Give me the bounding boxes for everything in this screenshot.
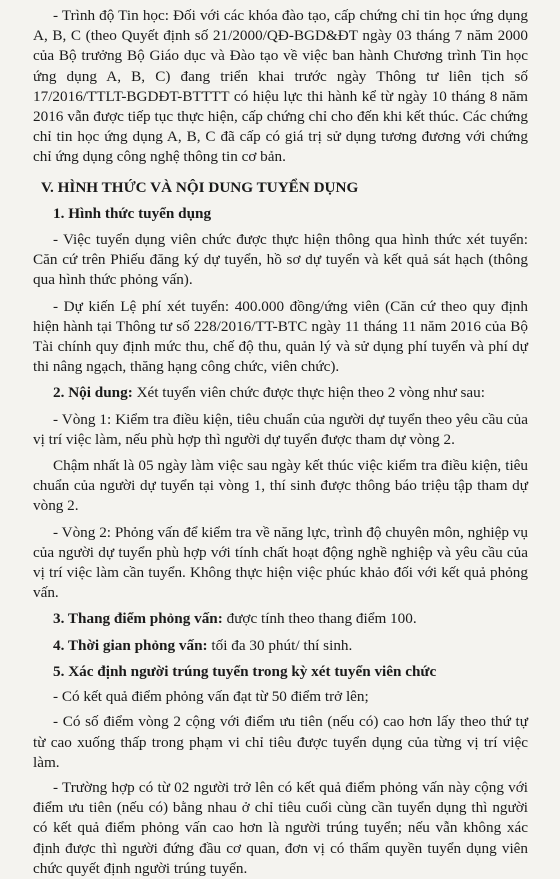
interview-time-label: 4. Thời gian phỏng vấn: [53,636,208,654]
score-scale-text: được tính theo thang điểm 100. [222,610,417,628]
paragraph-round-2: - Vòng 2: Phỏng vấn để kiểm tra về năng lực, trình độ chuyên môn, nghiệp vụ của người dự tuyển phù hợp với tính chất hoạt động nghề nghiệp và yêu cầu của vị trí việc làm cần tuyển. Không thực hiện việc phúc khảo đối với kết quả phỏng vấn. [33,523,528,602]
paragraph-it-qualification: - Trình độ Tin học: Đối với các khóa đào tạo, cấp chứng chỉ tin học ứng dụng A, B, C (theo Quyết định số 21/2000/QĐ-BGD&ĐT ngày 03 tháng 7 năm 2000 của Bộ trưởng Bộ Giáo dục và Đào tạo về việc ban hành Chương trình Tin học ứng dụng A, B, C) đang triển khai trước ngày Thông tư liên tịch số 17/2016/TTLT-BGDĐT-BTTTT có hiệu lực thi hành kể từ ngày 10 tháng 8 năm 2016 vẫn được tiếp tục thực hiện, cấp chứng chỉ cho đến khi kết thúc. Các chứng chỉ tin học ứng dụng A, B, C đã cấp có giá trị sử dụng tương đương với chứng chỉ ứng dụng công nghệ thông tin cơ bản. [33,7,528,166]
paragraph-min-score: - Có kết quả điểm phỏng vấn đạt từ 50 điểm trở lên; [53,688,369,706]
interview-time-text: tối đa 30 phút/ thí sinh. [207,636,353,654]
paragraph-ranking: - Có số điểm vòng 2 cộng với điểm ưu tiên (nếu có) cao hơn lấy theo thứ tự từ cao xuống thấp trong phạm vi chỉ tiêu được tuyển dụng của từng vị trí việc làm. [33,713,528,771]
paragraph-recruitment-method: - Việc tuyển dụng viên chức được thực hiện thông qua hình thức xét tuyển: Căn cứ trên Phiếu đăng ký dự tuyển, hồ sơ dự tuyển và kết quả sát hạch (thông qua hình thức phỏng vấn). [33,231,528,289]
subheading-recruitment-form: 1. Hình thức tuyển dụng [53,204,212,222]
content-label: 2. Nội dung: [53,384,133,402]
paragraph-round-1: - Vòng 1: Kiểm tra điều kiện, tiêu chuẩn của người dự tuyển theo yêu cầu của vị trí việc làm, nếu phù hợp thì người dự tuyển được tham dự vòng 2. [33,410,528,448]
score-scale-label: 3. Thang điểm phỏng vấn: [53,610,223,628]
paragraph-interview-time [33,636,528,656]
paragraph-notice-deadline: Chậm nhất là 05 ngày làm việc sau ngày kết thúc việc kiểm tra điều kiện, tiêu chuẩn của người dự tuyển tại vòng 1, thí sinh được thông báo triệu tập tham dự vòng 2. [33,457,528,515]
content-text: Xét tuyển viên chức được thực hiện theo 2 vòng như sau: [132,384,485,402]
paragraph-fee: - Dự kiến Lệ phí xét tuyển: 400.000 đồng/ứng viên (Căn cứ theo quy định hiện hành tại Thông tư số 228/2016/TT-BTC ngày 11 tháng 11 năm 2016 của Bộ Tài chính quy định mức thu, chế độ thu, quản lý và sử dụng phí tuyển và phí dự thi nâng ngạch, thăng hạng công chức, viên chức). [33,297,528,376]
paragraph-score-scale [33,609,528,629]
paragraph-content [33,383,528,403]
paragraph-tie-break: - Trường hợp có từ 02 người trở lên có kết quả điểm phỏng vấn này cộng với điểm ưu tiên (nếu có) bằng nhau ở chỉ tiêu cuối cùng cần tuyển dụng thì người có kết quả điểm phỏng vấn cao hơn là người trúng tuyển; nếu vẫn không xác định được thì người đứng đầu cơ quan, đơn vị có thẩm quyền tuyển dụng viên chức quyết định người trúng tuyển. [33,778,528,877]
section-heading: V. HÌNH THỨC VÀ NỘI DUNG TUYỂN DỤNG [41,178,359,196]
subheading-successful-candidate: 5. Xác định người trúng tuyển trong kỳ xét tuyển viên chức [53,662,437,680]
